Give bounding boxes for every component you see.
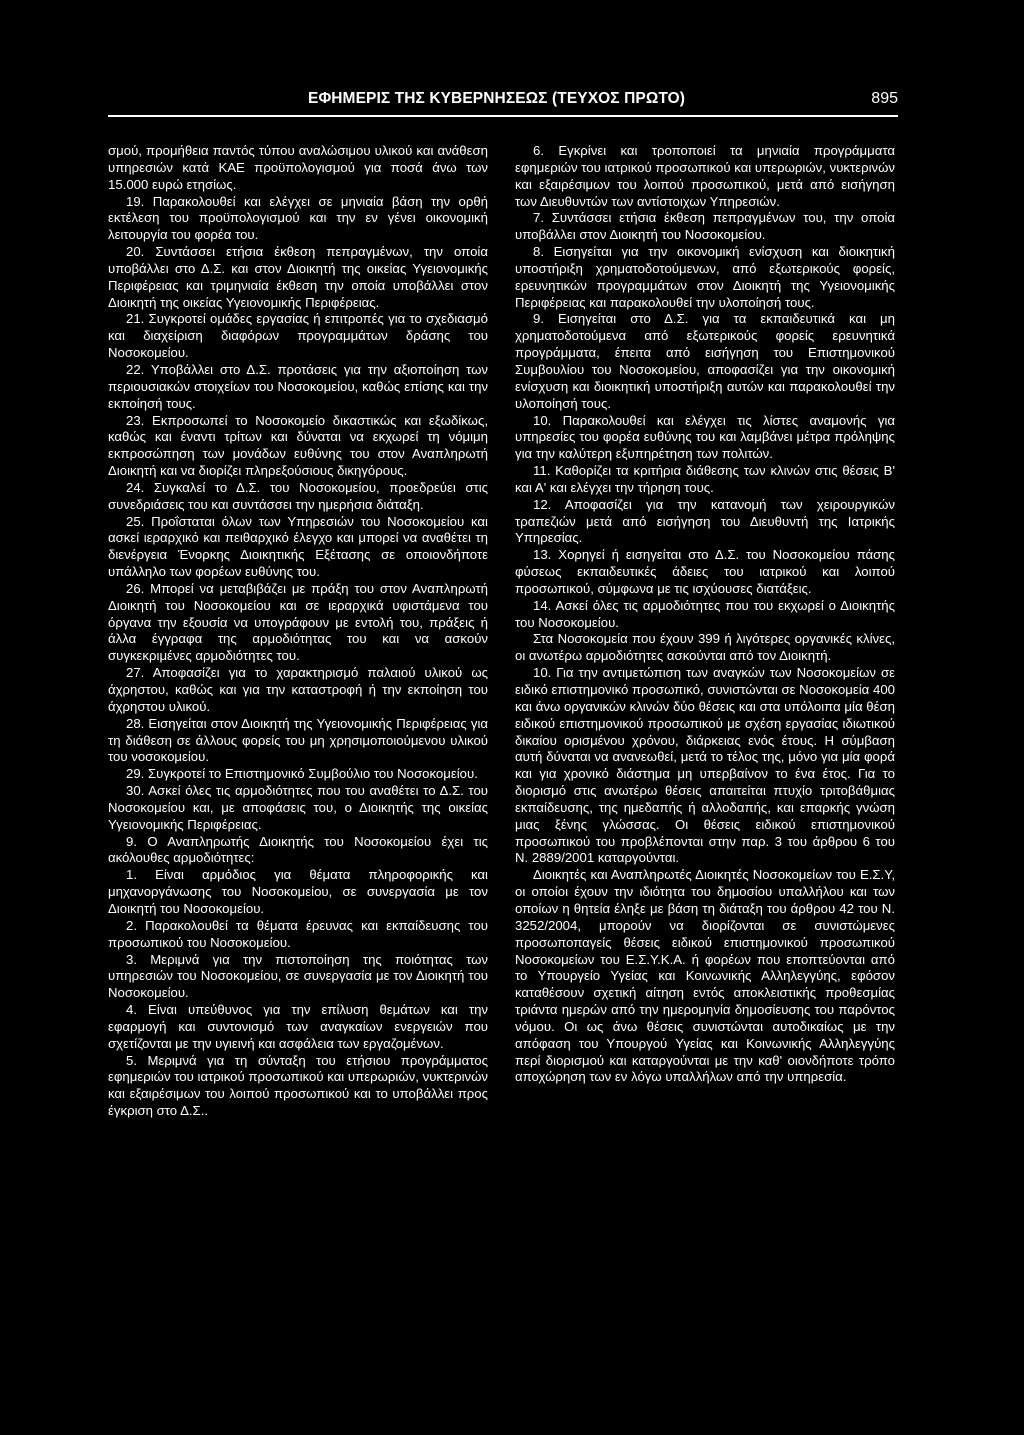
paragraph: 8. Εισηγείται για την οικονομική ενίσχυση και διοικητική υποστήριξη χρηματοδοτούμενων, από εξωτερικούς φορείς, ερευνητικών προγραμμάτων στον Διοικητή της Υγειονομικής Περιφέρειας και παρακολουθεί την υλοποίησή τους.: [515, 244, 895, 310]
page-number: 895: [871, 90, 898, 107]
left-column: [108, 143, 488, 1120]
paragraph: 12. Αποφασίζει για την κατανομή των χειρουργικών τραπεζιών μετά από εισήγηση του Διευθυντή της Ιατρικής Υπηρεσίας.: [515, 496, 895, 546]
paragraph: Διοικητές και Αναπληρωτές Διοικητές Νοσοκομείων του Ε.Σ.Υ, οι οποίοι έχουν την ιδιότητα του δημοσίου υπαλλήλου και των οποίων η θητεία έληξε με βάση τη διάταξη του άρθρου 42 του Ν. 3252/2004, μπορούν να διορίζονται σε συνιστώμενες προσωποπαγείς θέσεις ειδικού επιστημονικού προσωπικού Νοσοκομείων του Ε.Σ.Υ.Κ.Α. ή φορέων που εποπτεύονται από το Υπουργείο Υγείας και Κοινωνικής Αλληλεγγύης, εφόσον καταθέσουν σχετική αίτηση εντός αποκλειστικής προθεσμίας τριάντα ημερών από την ημερομηνία δημοσίευσης του παρόντος νόμου. Οι ως άνω θέσεις συνιστώνται αυτοδικαίως με την απόφαση του Υπουργού Υγείας και Κοινωνικής Αλληλεγγύης περί διορισμού και καταργούνται με την καθ' οιονδήποτε τρόπο αποχώρηση των εν λόγω υπαλλήλων από την υπηρεσία.: [515, 867, 895, 1085]
paragraph: Στα Νοσοκομεία που έχουν 399 ή λιγότερες οργανικές κλίνες, οι ανωτέρω αρμοδιότητες ασκούνται από τον Διοικητή.: [515, 631, 895, 664]
paragraph: 9. Ο Αναπληρωτής Διοικητής του Νοσοκομείου έχει τις ακόλουθες αρμοδιότητες:: [108, 833, 488, 866]
header-title: ΕΦΗΜΕΡΙΣ ΤΗΣ ΚΥΒΕΡΝΗΣΕΩΣ (ΤΕΥΧΟΣ ΠΡΩΤΟ): [308, 90, 686, 107]
paragraph: 27. Αποφασίζει για το χαρακτηρισμό παλαιού υλικού ως άχρηστου, καθώς και για την καταστροφή ή την εκποίηση του άχρηστου υλικού.: [108, 665, 488, 714]
paragraph: 25. Προΐσταται όλων των Υπηρεσιών του Νοσοκομείου και ασκεί ιεραρχικό και πειθαρχικό έλεγχο και μπορεί να αναθέτει τη διενέργεια Ένορκης Διοικητικής Εξέτασης σε οποιονδήποτε υπάλληλο των φορέων ευθύνης του.: [108, 513, 488, 580]
paragraph: 6. Εγκρίνει και τροποποιεί τα μηνιαία προγράμματα εφημεριών του ιατρικού προσωπικού και υπερωριών, νυκτερινών και εξαιρέσιμων του λοιπού προσωπικού, μετά από εισήγηση των Διευθυντών των αντίστοιχων Υπηρεσιών.: [515, 143, 895, 209]
paragraph: 29. Συγκροτεί το Επιστημονικό Συμβούλιο του Νοσοκομείου.: [126, 766, 478, 782]
paragraph: 23. Εκπροσωπεί το Νοσοκομείο δικαστικώς και εξωδίκως, καθώς και έναντι τρίτων και δύναται να εκχωρεί τη νόμιμη εκπροσώπηση των μονάδων ευθύνης του στον Αναπληρωτή Διοικητή και να διορίζει πληρεξούσιους δικηγόρους.: [108, 412, 488, 479]
header-rule: [108, 115, 898, 117]
paragraph: 9. Εισηγείται στο Δ.Σ. για τα εκπαιδευτικά και μη χρηματοδοτούμενα από εξωτερικούς φορείς ερευνητικά προγράμματα, έπειτα από εισήγηση του Επιστημονικού Συμβουλίου του Νοσοκομείου, αποφασίζει για την οικονομική ενίσχυση και διοικητική υποστήριξη αυτών και παρακολουθεί την υλοποίησή τους.: [515, 311, 895, 411]
paragraph: 19. Παρακολουθεί και ελέγχει σε μηνιαία βάση την ορθή εκτέλεση του προϋπολογισμού και την εν γένει οικονομική λειτουργία του φορέα του.: [108, 193, 488, 243]
paragraph: 1. Είναι αρμόδιος για θέματα πληροφορικής και μηχανοργάνωσης του Νοσοκομείου, σε συνεργασία με τον Διοικητή του Νοσοκομείου.: [108, 867, 488, 916]
paragraph: 4. Είναι υπεύθυνος για την επίλυση θεμάτων και την εφαρμογή και συντονισμό των αναγκαίων ενεργειών που σχετίζονται με την υγιεινή και ασφάλεια των εργαζομένων.: [108, 1002, 488, 1051]
paragraph: 3. Μεριμνά για την πιστοποίηση της ποιότητας των υπηρεσιών του Νοσοκομείου, σε συνεργασία με τον Διοικητή του Νοσοκομείου.: [108, 951, 488, 1001]
paragraph: 7. Συντάσσει ετήσια έκθεση πεπραγμένων του, την οποία υποβάλλει στον Διοικητή του Νοσοκομείου.: [515, 210, 895, 243]
right-column: [515, 143, 895, 1086]
paragraph: 5. Μεριμνά για τη σύνταξη του ετήσιου προγράμματος εφημεριών του ιατρικού προσωπικού και υπερωριών, νυκτερινών και εξαιρέσιμων του λοιπού προσωπικού και το υποβάλλει προς έγκριση στο Δ.Σ..: [108, 1052, 488, 1119]
paragraph: 21. Συγκροτεί ομάδες εργασίας ή επιτροπές για το σχεδιασμό και διαχείριση διαφόρων προγραμμάτων δράσης του Νοσοκομείου.: [108, 311, 488, 361]
paragraph: 22. Υποβάλλει στο Δ.Σ. προτάσεις για την αξιοποίηση των περιουσιακών στοιχείων του Νοσοκομείου, καθώς επίσης και την εκποίησή τους.: [108, 361, 488, 411]
paragraph: 20. Συντάσσει ετήσια έκθεση πεπραγμένων, την οποία υποβάλλει στο Δ.Σ. και στον Διοικητή της οικείας Υγειονομικής Περιφέρειας και τριμηνιαία έκθεση την οποία υποβάλλει στον Διοικητή της οικείας Υγειονομικής Περιφέρειας.: [108, 244, 488, 310]
paragraph: 30. Ασκεί όλες τις αρμοδιότητες που του αναθέτει το Δ.Σ. του Νοσοκομείου και, με αποφάσεις του, ο Διοικητής της οικείας Υγειονομικής Περιφέρειας.: [108, 783, 488, 832]
paragraph: 28. Εισηγείται στον Διοικητή της Υγειονομικής Περιφέρειας για τη διάθεση σε άλλους φορείς του μη χρησιμοποιούμενου υλικού του νοσοκομείου.: [108, 715, 488, 765]
paragraph: 10. Για την αντιμετώπιση των αναγκών των Νοσοκομείων σε ειδικό επιστημονικό προσωπικό, συνιστώνται σε Νοσοκομεία 400 και άνω οργανικών κλινών δύο θέσεις και στα υπόλοιπα μία θέση ειδικού επιστημονικού προσωπικού με σχέση εργασίας ιδιωτικού δικαίου ορισμένου χρόνου, διάρκειας ενός έτους. Η σύμβαση αυτή δύναται να ανανεωθεί, μετά το τέλος της, μόνο για μία φορά και για χρονικό διάστημα μη υπερβαίνον το ένα έτος. Για το διορισμό στις ανωτέρω θέσεις απαιτείται πτυχίο τριτοβάθμιας εκπαίδευσης, της ημεδαπής ή αλλοδαπής, και επαρκής γνώση μιας ξένης γλώσσας. Οι θέσεις ειδικού επιστημονικού προσωπικού του προβλέπονται στην παρ. 3 του άρθρου 6 του Ν. 2889/2001 καταργούνται.: [515, 665, 895, 866]
paragraph: 13. Χορηγεί ή εισηγείται στο Δ.Σ. του Νοσοκομείου πάσης φύσεως εκπαιδευτικές άδειες του ιατρικού και λοιπού προσωπικού, σύμφωνα με τις ισχύουσες διατάξεις.: [515, 547, 895, 596]
paragraph: σμού, προμήθεια παντός τύπου αναλώσιμου υλικού και ανάθεση υπηρεσιών κατά ΚΑΕ προϋπολογισμού για ποσά άνω των 15.000 ευρώ ετησίως.: [108, 143, 488, 192]
paragraph: 10. Παρακολουθεί και ελέγχει τις λίστες αναμονής για υπηρεσίες του φορέα ευθύνης του και λαμβάνει μέτρα πρόληψης για την καλύτερη εξυπηρέτηση των πολιτών.: [515, 412, 895, 462]
page-header: [108, 90, 898, 112]
paragraph: 24. Συγκαλεί το Δ.Σ. του Νοσοκομείου, προεδρεύει στις συνεδριάσεις του και συντάσσει την ημερήσια διάταξη.: [108, 479, 488, 512]
paragraph: 14. Ασκεί όλες τις αρμοδιότητες που του εκχωρεί ο Διοικητής του Νοσοκομείου.: [515, 597, 895, 630]
paragraph: 26. Μπορεί να μεταβιβάζει με πράξη του στον Αναπληρωτή Διοικητή του Νοσοκομείου και σε ιεραρχικά υφιστάμενα του όργανα την εξουσία να υπογράφουν με εντολή του, πράξεις ή άλλα έγγραφα της αρμοδιότητας του και να ασκούν συγκεκριμένες αρμοδιότητες του.: [108, 580, 488, 664]
paragraph: 11. Καθορίζει τα κριτήρια διάθεσης των κλινών στις θέσεις Β' και Α' και ελέγχει την τήρηση τους.: [515, 463, 895, 495]
paragraph: 2. Παρακολουθεί τα θέματα έρευνας και εκπαίδευσης του προσωπικού του Νοσοκομείου.: [108, 917, 488, 950]
